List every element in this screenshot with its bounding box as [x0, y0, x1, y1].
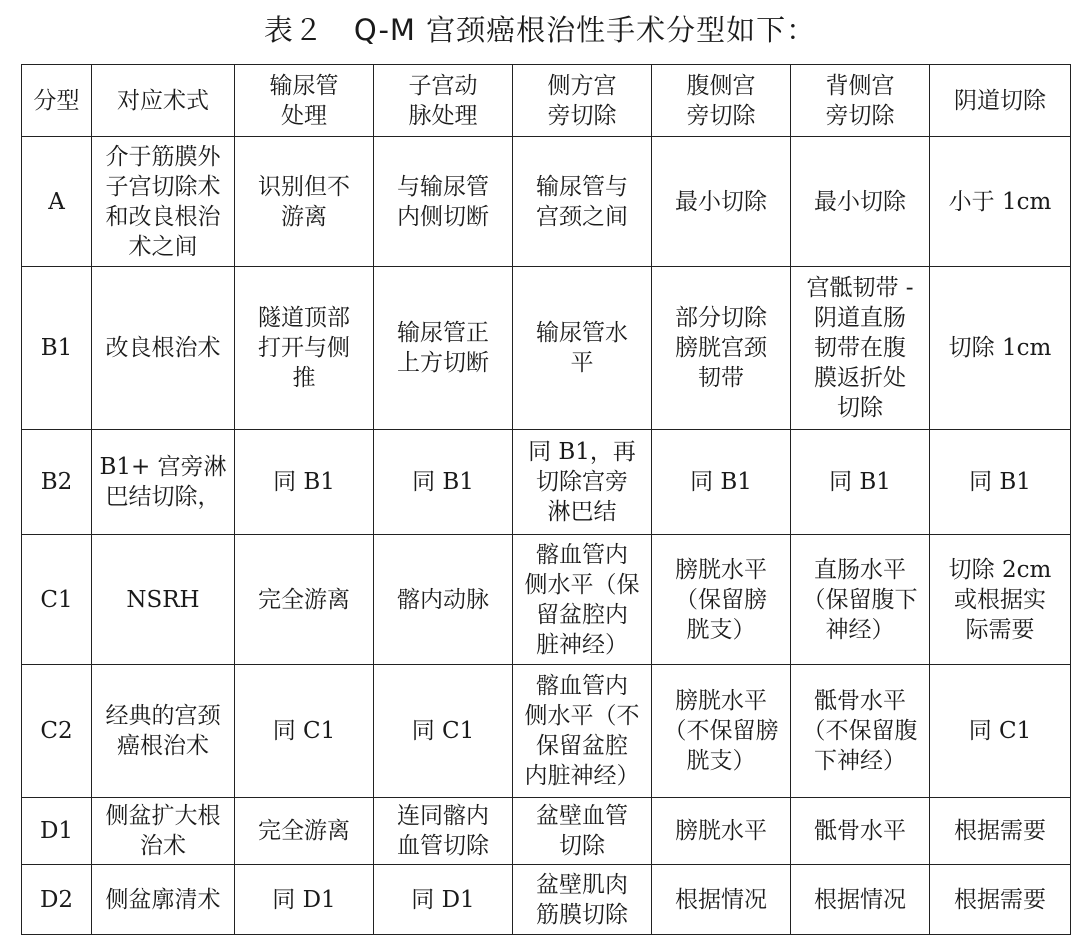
table-cell: 同 C1	[930, 665, 1071, 798]
table-row	[22, 430, 1071, 535]
table-cell: 根据情况	[791, 865, 930, 935]
table-cell: 切除 1cm	[930, 267, 1071, 430]
table-cell: 输尿管正 上方切断	[374, 267, 513, 430]
table-cell: 最小切除	[791, 137, 930, 267]
table-cell: 完全游离	[235, 535, 374, 665]
header-row	[22, 65, 1071, 137]
table-cell: 同 B1	[791, 430, 930, 535]
table-cell: 切除 2cm 或根据实 际需要	[930, 535, 1071, 665]
table-cell: NSRH	[92, 535, 235, 665]
table-cell: 同 D1	[235, 865, 374, 935]
table-cell: 同 B1	[930, 430, 1071, 535]
table-cell: D1	[22, 798, 92, 865]
table-cell: C1	[22, 535, 92, 665]
table-cell: 侧盆扩大根 治术	[92, 798, 235, 865]
table-cell: 骶骨水平 （不保留腹 下神经）	[791, 665, 930, 798]
table-cell: 膀胱水平 （不保留膀 胱支）	[652, 665, 791, 798]
table-cell: 根据情况	[652, 865, 791, 935]
table-cell: 同 B1	[235, 430, 374, 535]
table-cell: 髂内动脉	[374, 535, 513, 665]
table-cell: 输尿管水 平	[513, 267, 652, 430]
table-row	[22, 137, 1071, 267]
table-cell: B2	[22, 430, 92, 535]
table-cell: 膀胱水平 （保留膀 胱支）	[652, 535, 791, 665]
table-cell: 连同髂内 血管切除	[374, 798, 513, 865]
header-cell: 子宫动 脉处理	[374, 65, 513, 137]
table-row	[22, 798, 1071, 865]
table-title: 表２ Q-M 宫颈癌根治性手术分型如下：	[263, 13, 817, 47]
table-cell: 同 C1	[374, 665, 513, 798]
header-cell: 侧方宫 旁切除	[513, 65, 652, 137]
table-cell: 同 B1，再 切除宫旁 淋巴结	[513, 430, 652, 535]
header-cell: 输尿管 处理	[235, 65, 374, 137]
table-cell: 髂血管内 侧水平（保 留盆腔内 脏神经）	[513, 535, 652, 665]
table-cell: 与输尿管 内侧切断	[374, 137, 513, 267]
table-cell: D2	[22, 865, 92, 935]
table-row	[22, 267, 1071, 430]
table-cell: B1	[22, 267, 92, 430]
table-cell: 盆壁血管 切除	[513, 798, 652, 865]
table-cell: 直肠水平 （保留腹下 神经）	[791, 535, 930, 665]
table-cell: 小于 1cm	[930, 137, 1071, 267]
table-cell: 最小切除	[652, 137, 791, 267]
table-cell: 盆壁肌肉 筋膜切除	[513, 865, 652, 935]
table-row	[22, 535, 1071, 665]
table-cell: 改良根治术	[92, 267, 235, 430]
table-cell: 输尿管与 宫颈之间	[513, 137, 652, 267]
table-cell: 侧盆廓清术	[92, 865, 235, 935]
table-cell: 髂血管内 侧水平（不 保留盆腔 内脏神经）	[513, 665, 652, 798]
table-cell: B1+ 宫旁淋 巴结切除，	[92, 430, 235, 535]
table-cell: 同 C1	[235, 665, 374, 798]
table-row	[22, 665, 1071, 798]
table-cell: 介于筋膜外 子宫切除术 和改良根治 术之间	[92, 137, 235, 267]
header-cell: 背侧宫 旁切除	[791, 65, 930, 137]
table-cell: 完全游离	[235, 798, 374, 865]
table-cell: C2	[22, 665, 92, 798]
table-row	[22, 865, 1071, 935]
table-cell: 宫骶韧带 - 阴道直肠 韧带在腹 膜返折处 切除	[791, 267, 930, 430]
table-cell: 同 B1	[652, 430, 791, 535]
table-cell: 膀胱水平	[652, 798, 791, 865]
header-cell: 对应术式	[92, 65, 235, 137]
table-cell: 部分切除 膀胱宫颈 韧带	[652, 267, 791, 430]
table-cell: 同 D1	[374, 865, 513, 935]
table-cell: 根据需要	[930, 865, 1071, 935]
table-cell: 识别但不 游离	[235, 137, 374, 267]
table-cell: 经典的宫颈 癌根治术	[92, 665, 235, 798]
header-cell: 分型	[22, 65, 92, 137]
header-cell: 阴道切除	[930, 65, 1071, 137]
surgery-classification-table	[21, 64, 1071, 935]
table-cell: 隧道顶部 打开与侧 推	[235, 267, 374, 430]
header-cell: 腹侧宫 旁切除	[652, 65, 791, 137]
table-cell: 根据需要	[930, 798, 1071, 865]
table-cell: A	[22, 137, 92, 267]
table-cell: 骶骨水平	[791, 798, 930, 865]
table-cell: 同 B1	[374, 430, 513, 535]
